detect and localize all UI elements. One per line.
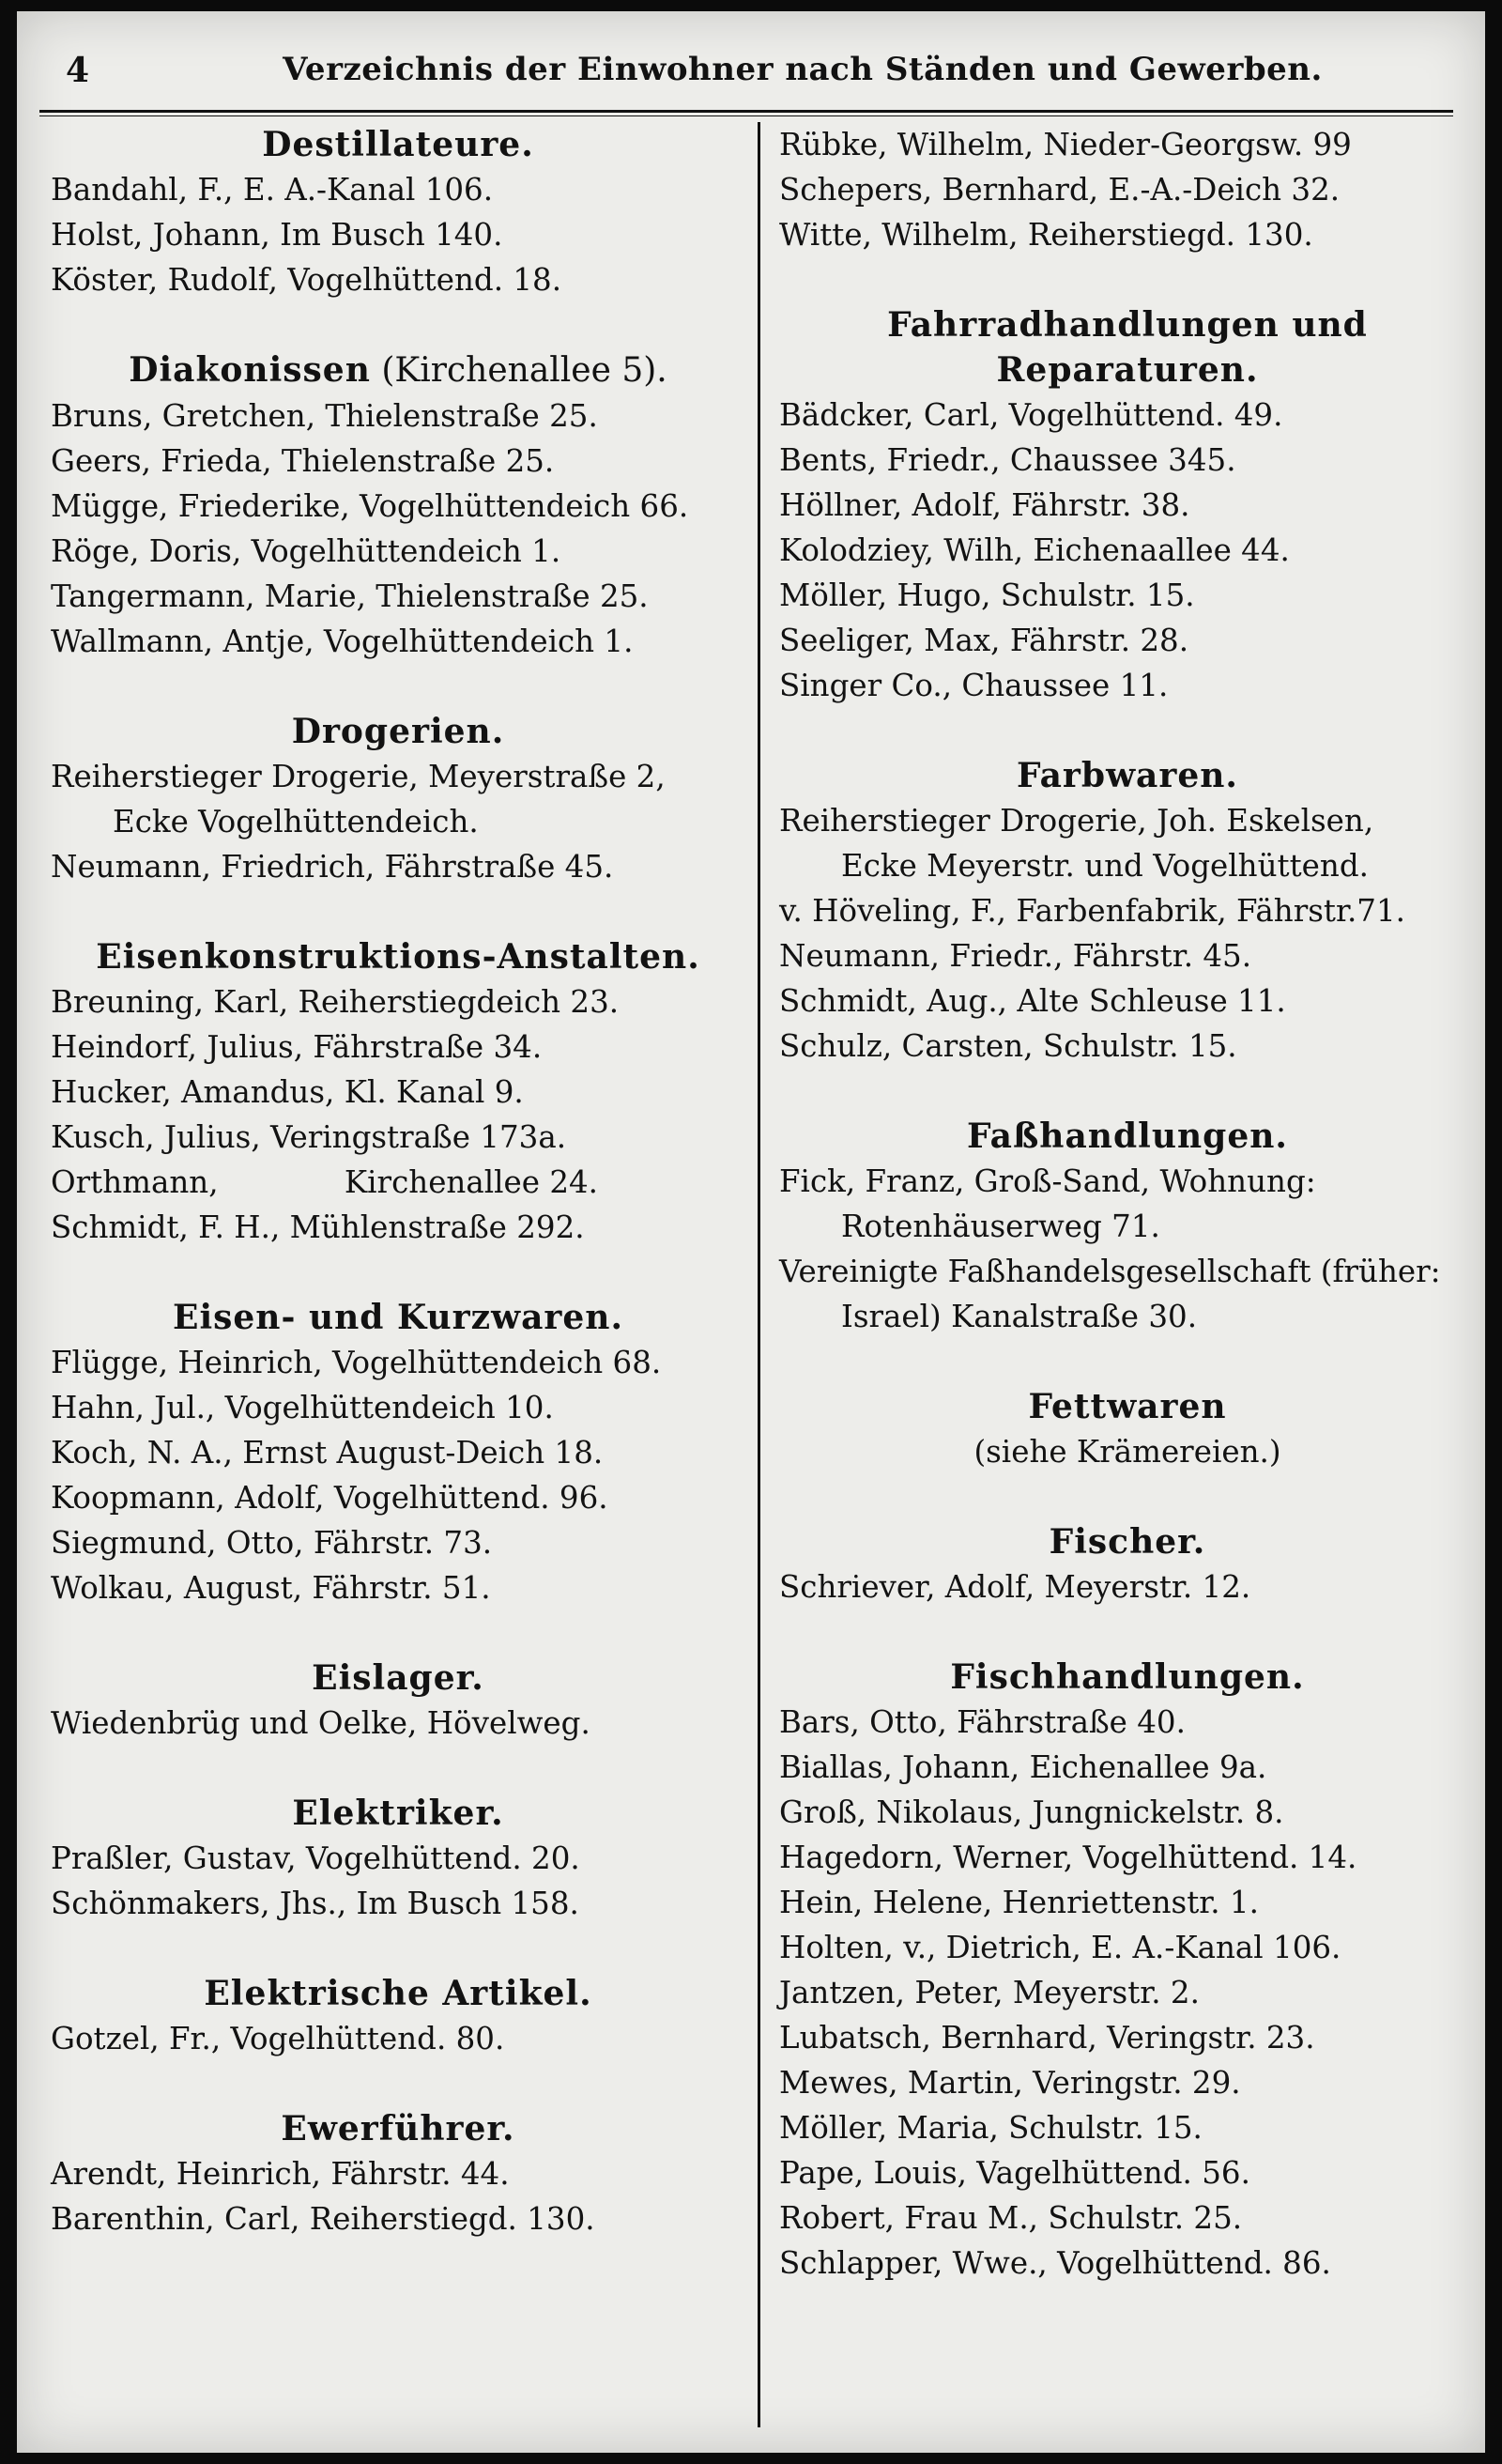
entry: Kolodziey, Wilh, Eichenaallee 44. — [779, 532, 1290, 568]
entry-continuation: Ecke Vogelhüttendeich. — [113, 804, 479, 839]
entry: Singer Co., Chaussee 11. — [779, 668, 1169, 703]
entry: Mewes, Martin, Veringstr. 29. — [779, 2065, 1241, 2101]
entry: Schönmakers, Jhs., Im Busch 158. — [51, 1886, 579, 1921]
entry: Holst, Johann, Im Busch 140. — [51, 217, 503, 253]
entry: Wolkau, August, Fährstr. 51. — [51, 1570, 491, 1606]
section-title-fasshandlungen: Faßhandlungen. — [967, 1116, 1288, 1156]
entry: v. Höveling, F., Farbenfabrik, Fährstr.71. — [779, 893, 1405, 929]
entry: Hahn, Jul., Vogelhüttendeich 10. — [51, 1390, 554, 1425]
entry: Schriever, Adolf, Meyerstr. 12. — [779, 1569, 1251, 1605]
entry-continuation: Rotenhäuserweg 71. — [841, 1209, 1160, 1244]
entry: Barenthin, Carl, Reiherstiegd. 130. — [51, 2201, 595, 2237]
entry: Jantzen, Peter, Meyerstr. 2. — [779, 1975, 1200, 2010]
entry: Wiedenbrüg und Oelke, Hövelweg. — [51, 1705, 590, 1741]
entry: Lubatsch, Bernhard, Veringstr. 23. — [779, 2020, 1315, 2056]
entry: Tangermann, Marie, Thielenstraße 25. — [51, 578, 649, 614]
entry: Arendt, Heinrich, Fährstr. 44. — [51, 2156, 510, 2192]
entry: Köster, Rudolf, Vogelhüttend. 18. — [51, 262, 562, 298]
section-title-elektrische-artikel: Elektrische Artikel. — [204, 1974, 592, 2013]
entry: Schmidt, Aug., Alte Schleuse 11. — [779, 983, 1286, 1019]
entry: Hein, Helene, Henriettenstr. 1. — [779, 1885, 1259, 1920]
entry: Reiherstieger Drogerie, Joh. Eskelsen, — [779, 803, 1374, 839]
entry: Praßler, Gustav, Vogelhüttend. 20. — [51, 1840, 580, 1876]
entry: Koopmann, Adolf, Vogelhüttend. 96. — [51, 1480, 608, 1516]
entry: Röge, Doris, Vogelhüttendeich 1. — [51, 533, 561, 569]
column-divider — [758, 122, 760, 2427]
section-title-fettwaren: Fettwaren — [1028, 1387, 1227, 1426]
entry: Siegmund, Otto, Fährstr. 73. — [51, 1525, 493, 1561]
section-title-drogerien: Drogerien. — [291, 712, 505, 751]
entry: Geers, Frieda, Thielenstraße 25. — [51, 443, 555, 479]
page-number: 4 — [66, 51, 90, 90]
entry: Breuning, Karl, Reiherstiegdeich 23. — [51, 984, 620, 1020]
entry: Bents, Friedr., Chaussee 345. — [779, 442, 1236, 478]
entry: Neumann, Friedr., Fährstr. 45. — [779, 938, 1252, 974]
header-rule — [39, 110, 1453, 116]
entry: Flügge, Heinrich, Vogelhüttendeich 68. — [51, 1345, 662, 1380]
section-title-eisenwaren: Eisen- und Kurzwaren. — [173, 1298, 623, 1337]
entry: Mügge, Friederike, Vogelhüttendeich 66. — [51, 488, 689, 524]
entry: Heindorf, Julius, Fährstraße 34. — [51, 1029, 543, 1065]
entry: Bandahl, F., E. A.-Kanal 106. — [51, 172, 494, 208]
entry: Holten, v., Dietrich, E. A.-Kanal 106. — [779, 1930, 1341, 1965]
entry: Rübke, Wilhelm, Nieder-Georgsw. 99 — [779, 127, 1352, 162]
running-head: Verzeichnis der Einwohner nach Ständen und Gewerben. — [283, 51, 1323, 88]
entry: Groß, Nikolaus, Jungnickelstr. 8. — [779, 1794, 1284, 1830]
section-note: (Kirchenallee 5). — [370, 351, 667, 390]
entry: Schmidt, F. H., Mühlenstraße 292. — [51, 1209, 585, 1245]
entry: Möller, Hugo, Schulstr. 15. — [779, 578, 1195, 613]
entry: Kusch, Julius, Veringstraße 173a. — [51, 1119, 567, 1155]
left-column — [51, 122, 745, 2241]
section-title-fahrrad: Fahrradhandlungen und — [887, 305, 1368, 345]
entry: Seeliger, Max, Fährstr. 28. — [779, 623, 1189, 658]
entry: Möller, Maria, Schulstr. 15. — [779, 2110, 1203, 2146]
section-title-fischer: Fischer. — [1049, 1522, 1206, 1562]
section-title-elektriker: Elektriker. — [292, 1794, 504, 1833]
entry: Bruns, Gretchen, Thielenstraße 25. — [51, 398, 598, 434]
section-title-eislager: Eislager. — [312, 1658, 484, 1698]
section-title-destillateure: Destillateure. — [262, 125, 534, 164]
cross-reference: (siehe Krämereien.) — [973, 1434, 1281, 1470]
section-title-diakonissen — [51, 347, 745, 393]
entry: Neumann, Friedrich, Fährstraße 45. — [51, 849, 614, 885]
entry: Fick, Franz, Groß-Sand, Wohnung: — [779, 1163, 1316, 1199]
section-title-fischhandlungen: Fischhandlungen. — [950, 1657, 1305, 1697]
entry-continuation: Ecke Meyerstr. und Vogelhüttend. — [841, 848, 1369, 884]
entry: Schlapper, Wwe., Vogelhüttend. 86. — [779, 2245, 1331, 2281]
section-title-fahrrad-line2: Reparaturen. — [996, 350, 1259, 390]
entry: Koch, N. A., Ernst August-Deich 18. — [51, 1435, 604, 1471]
entry: Reiherstieger Drogerie, Meyerstraße 2, — [51, 759, 666, 794]
section-title-ewerfuehrer: Ewerführer. — [281, 2109, 515, 2148]
entry-continuation: Israel) Kanalstraße 30. — [841, 1299, 1198, 1334]
entry: Höllner, Adolf, Fährstr. 38. — [779, 487, 1190, 523]
entry: Pape, Louis, Vagelhüttend. 56. — [779, 2155, 1250, 2191]
entry: Hagedorn, Werner, Vogelhüttend. 14. — [779, 1840, 1357, 1875]
entry: Gotzel, Fr., Vogelhüttend. 80. — [51, 2021, 505, 2056]
section-title-text: Diakonissen — [129, 350, 371, 390]
entry: Bars, Otto, Fährstraße 40. — [779, 1704, 1186, 1740]
section-title-eisenkonstruktion: Eisenkonstruktions-Anstalten. — [96, 937, 700, 977]
right-column — [779, 122, 1476, 2286]
directory-page — [17, 11, 1485, 2453]
entry: Witte, Wilhelm, Reiherstiegd. 130. — [779, 217, 1313, 253]
page-header — [45, 51, 1457, 98]
entry: Wallmann, Antje, Vogelhüttendeich 1. — [51, 624, 634, 659]
entry: Schepers, Bernhard, E.-A.-Deich 32. — [779, 172, 1341, 208]
entry: Schulz, Carsten, Schulstr. 15. — [779, 1028, 1237, 1064]
entry: Biallas, Johann, Eichenallee 9a. — [779, 1749, 1267, 1785]
section-title-farbwaren: Farbwaren. — [1017, 756, 1238, 795]
entry: Orthmann, Kirchenallee 24. — [51, 1164, 599, 1200]
entry: Robert, Frau M., Schulstr. 25. — [779, 2200, 1243, 2236]
entry: Vereinigte Faßhandelsgesellschaft (früher: — [779, 1254, 1441, 1289]
entry: Bädcker, Carl, Vogelhüttend. 49. — [779, 397, 1283, 433]
entry: Hucker, Amandus, Kl. Kanal 9. — [51, 1074, 524, 1110]
